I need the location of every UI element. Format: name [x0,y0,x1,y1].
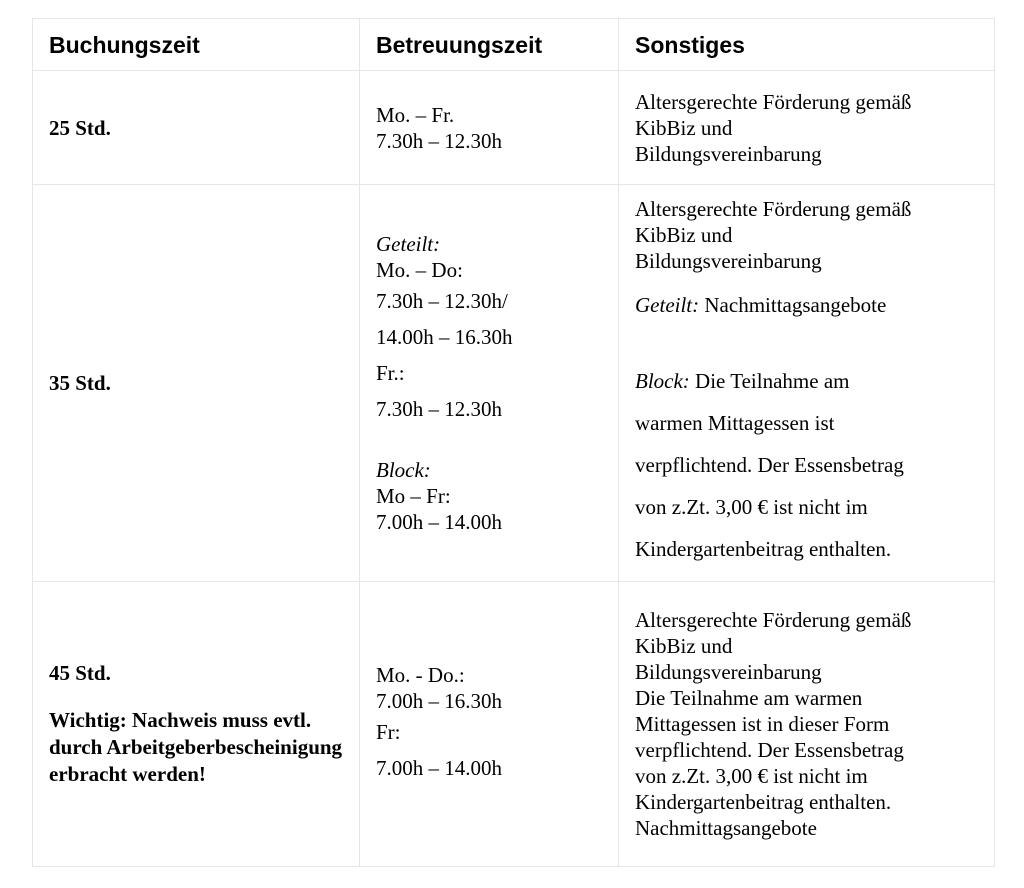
other-line: Kindergartenbeitrag enthalten. [635,790,892,814]
table-row [33,582,995,867]
block-hours: 7.00h – 14.00h [376,510,502,534]
care-time-cell [360,185,619,582]
header-other: Sonstiges [619,19,995,71]
split-friday-hours: 7.30h – 12.30h [376,397,502,421]
other-line: Die Teilnahme am warmen [635,686,863,710]
split-hours-afternoon: 14.00h – 16.30h [376,325,513,349]
block-label: Block: [376,458,431,482]
booking-cell: 35 Std. [33,185,360,582]
booking-cell [33,582,360,867]
other-line: warmen Mittagessen ist [635,411,835,435]
booking-times-table [32,18,995,867]
care-days: Mo. – Fr. [376,102,455,127]
header-care-time: Betreuungszeit [360,19,619,71]
other-line: von z.Zt. 3,00 € ist nicht im [635,764,868,788]
split-friday-label: Fr.: [376,361,405,385]
table-header-row [33,19,995,71]
other-line: KibBiz und [635,223,733,247]
other-line: verpflichtend. Der Essensbetrag [635,453,904,477]
block-label: Block: [635,369,690,393]
care-friday-hours: 7.00h – 14.00h [376,756,502,780]
other-line: Bildungsvereinbarung [635,142,822,166]
other-line: Bildungsvereinbarung [635,660,822,684]
block-days: Mo – Fr: [376,484,451,508]
other-split-note [635,284,978,326]
header-booking-time: Buchungszeit [33,19,360,71]
other-line: Altersgerechte Förderung gemäß [635,197,912,221]
booking-hours: 45 Std. [49,661,111,685]
other-line: von z.Zt. 3,00 € ist nicht im [635,495,868,519]
split-days: Mo. – Do: [376,258,463,282]
booking-cell: 25 Std. [33,71,360,185]
other-line: KibBiz und [635,116,733,140]
split-label: Geteilt: [376,232,441,256]
other-line: Altersgerechte Förderung gemäß [635,608,912,632]
split-label: Geteilt: [635,293,700,317]
care-hours: 7.00h – 16.30h [376,689,502,713]
other-line: Kindergartenbeitrag enthalten. [635,537,892,561]
split-text: Nachmittagsangebote [699,293,887,317]
care-time-cell [360,582,619,867]
care-days: Mo. - Do.: [376,663,465,687]
other-line: Altersgerechte Förderung gemäß [635,90,912,114]
other-line: KibBiz und [635,634,733,658]
other-line: Nachmittagsangebote [635,816,817,840]
other-cell [619,71,995,185]
block-text: Die Teilnahme am [689,369,850,393]
care-friday-label: Fr: [376,720,401,744]
other-cell [619,582,995,867]
proof-warning: Wichtig: Nachweis muss evtl. durch Arbeitgeberbescheinigung erbracht werden! [49,708,343,786]
other-line: verpflichtend. Der Essensbetrag [635,738,904,762]
split-hours-morning: 7.30h – 12.30h/ [376,289,508,313]
other-line: Mittagessen ist in dieser Form [635,712,890,736]
other-line: Bildungsvereinbarung [635,249,822,273]
table-row [33,71,995,185]
other-block-note [635,360,978,402]
care-hours: 7.30h – 12.30h [376,128,502,153]
care-time-cell [360,71,619,185]
table-row [33,185,995,582]
other-cell [619,185,995,582]
